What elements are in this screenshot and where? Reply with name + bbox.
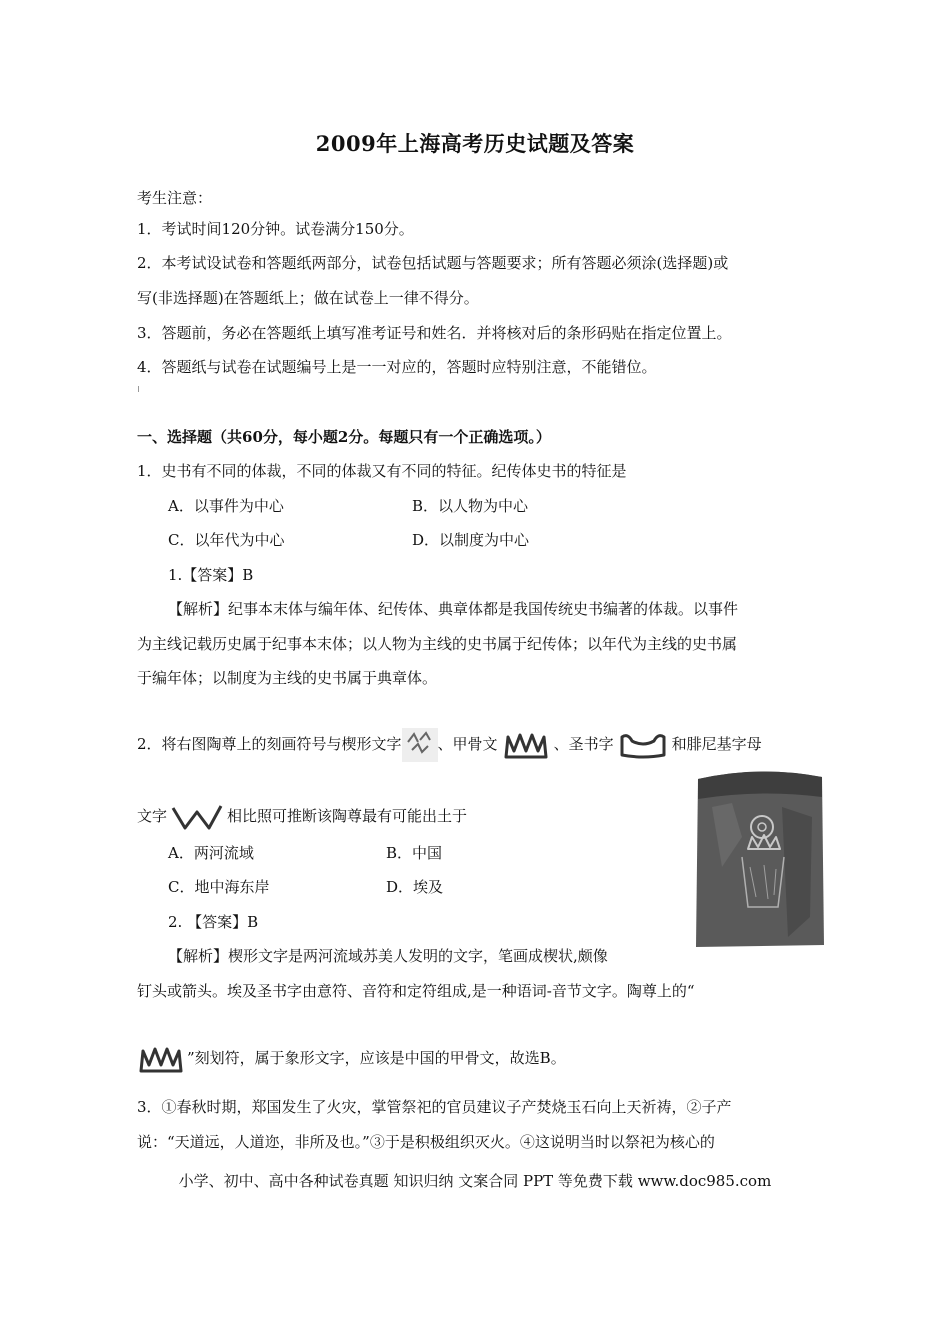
oracle-bone-glyph-icon: [502, 729, 550, 761]
q1-analysis-2: 为主线记载历史属于纪事本末体；以人物为主线的史书属于纪传体；以年代为主线的史书属: [137, 635, 738, 653]
q1-stem: 1．史书有不同的体裁，不同的体裁又有不同的特征。纪传体史书的特征是: [137, 462, 627, 480]
q2-option-a: A．两河流域: [168, 844, 254, 862]
q2-answer: 2. 【答案】B: [168, 913, 259, 931]
q1-answer: 1.【答案】B: [168, 566, 254, 584]
q1-option-b: B．以人物为中心: [412, 497, 529, 515]
q3-line-2: 说：“天道远，人道迩，非所及也。”③于是积极组织灭火。④这说明当时以祭祀为核心的: [137, 1133, 715, 1151]
q2-stem-line1: [137, 726, 762, 762]
q2-stem-part5: 文字: [137, 807, 168, 825]
notice-item-2: 2．本考试设试卷和答题纸两部分，试卷包括试题与答题要求；所有答题必须涂(选择题)或: [137, 254, 729, 272]
page-footer: 小学、初中、高中各种试卷真题 知识归纳 文案合同 PPT 等免费下载 www.doc985.com: [178, 1172, 772, 1190]
hieroglyph-glyph-icon: [618, 729, 668, 761]
q2-stem-part4: 和腓尼基字母: [671, 735, 762, 753]
q2-stem-part1: 2．将右图陶尊上的刻画符号与楔形文字: [137, 735, 402, 753]
q3-line-1: 3．①春秋时期，郑国发生了火灾，掌管祭祀的官员建议子产焚烧玉石向上天祈祷，②子产: [137, 1098, 732, 1116]
q1-option-a: A．以事件为中心: [168, 497, 284, 515]
q2-stem-part2: 、甲骨文: [437, 735, 498, 753]
page-title: 2009年上海高考历史试题及答案: [315, 131, 635, 156]
q2-stem-line2: [137, 798, 467, 834]
oracle-bone-glyph-icon: [137, 1043, 185, 1075]
notice-item-4: 4．答题纸与试卷在试题编号上是一一对应的，答题时应特别注意，不能错位。: [137, 358, 657, 376]
q1-option-c: C．以年代为中心: [168, 531, 285, 549]
section-heading: 一、选择题（共60分，每小题2分。每题只有一个正确选项。）: [137, 428, 551, 446]
cuneiform-glyph-icon: [402, 728, 438, 762]
q1-analysis-1: 【解析】纪事本末体与编年体、纪传体、典章体都是我国传统史书编著的体裁。以事件: [168, 600, 739, 618]
q2-analysis-line3: [137, 1040, 566, 1076]
stray-mark: [138, 386, 139, 392]
pottery-photo: [692, 767, 828, 951]
notice-item-1: 1．考试时间120分钟。试卷满分150分。: [137, 220, 414, 238]
phoenician-glyph-icon: [169, 802, 225, 832]
q1-option-d: D．以制度为中心: [412, 531, 530, 549]
notice-heading: 考生注意：: [137, 189, 213, 207]
q2-analysis-1: 【解析】楔形文字是两河流域苏美人发明的文字，笔画成楔状,颇像: [168, 947, 608, 965]
q2-analysis-2: 钉头或箭头。埃及圣书字由意符、音符和定符组成,是一种语词-音节文字。陶尊上的“: [137, 982, 695, 1000]
q2-option-d: D．埃及: [386, 878, 444, 896]
q2-option-b: B．中国: [386, 844, 443, 862]
notice-item-2-cont: 写(非选择题)在答题纸上；做在试卷上一律不得分。: [137, 289, 479, 307]
q2-option-c: C．地中海东岸: [168, 878, 270, 896]
q2-analysis-3: ”刻划符，属于象形文字，应该是中国的甲骨文，故选B。: [187, 1049, 566, 1067]
q2-stem-part3: 、圣书字: [553, 735, 614, 753]
notice-item-3: 3．答题前，务必在答题纸上填写准考证号和姓名．并将核对后的条形码贴在指定位置上。: [137, 324, 732, 342]
q2-stem-part6: 相比照可推断该陶尊最有可能出土于: [227, 807, 468, 825]
q1-analysis-3: 于编年体；以制度为主线的史书属于典章体。: [137, 669, 438, 687]
